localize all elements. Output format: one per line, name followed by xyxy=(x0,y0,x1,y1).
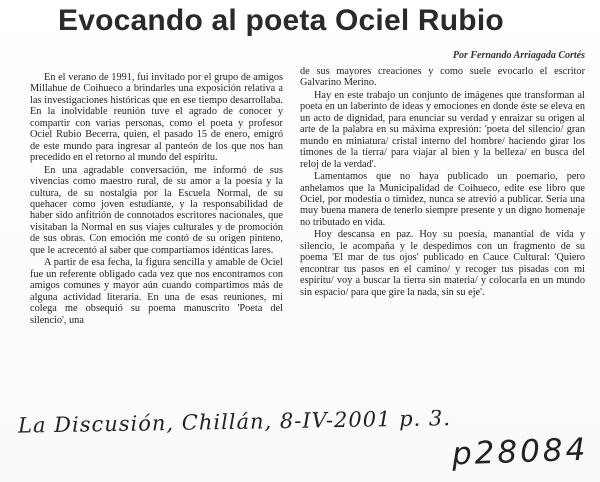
paragraph: En el verano de 1991, fui invitado por el grupo de amigos Millahue de Coihueco a brindarles una exposición relativa a las investigaciones históricas que en ese tiempo desarrollaba. En la inolvidable reunión tuve el agrado de conocer y compartir con varias personas, como el poeta y profesor Ociel Rubio Becerra, quien, el pasado 15 de enero, emigró de este mundo para ingresar al panteón de los que nos han precedido en el retorno al mundo del espíritu. xyxy=(30,72,283,164)
left-column xyxy=(30,72,283,327)
article-title: Evocando al poeta Ociel Rubio xyxy=(58,4,504,37)
paragraph-continuation: de sus mayores creaciones y como suele evocarlo el escritor Galvarino Merino. xyxy=(300,66,585,89)
handwritten-source-note: La Discusión, Chillán, 8-IV-2001 p. 3. xyxy=(17,406,452,438)
handwritten-catalog-number: p28084 xyxy=(451,431,589,473)
paragraph: Hay en este trabajo un conjunto de imágenes que transforman al poeta en un laberinto de ideas y emociones en donde éste se eleva en un acto de dignidad, para enunciar su verdad y enraizar su origen al arte de la palabra en su máxima expresión: 'poeta del silencio/ gran mundo en miniatura/ cristal interno del hombre/ haciendo girar los timones de la tierra/ para viajar al bien y la belleza/ en busca del reloj de la verdad'. xyxy=(300,89,585,170)
paragraph: A partir de esa fecha, la figura sencilla y amable de Ociel fue un referente obligado cada vez que nos encontramos con amigos comunes y mayor aún cuando compartimos más de alguna actividad literaria. En una de esas reuniones, mi colega me obsequió su poema manuscrito 'Poeta del silencio', una xyxy=(30,257,283,326)
paragraph: Hoy descansa en paz. Hoy su poesía, manantial de vida y silencio, le acompaña y le despedimos con un fragmento de su poema 'El mar de tus ojos' publicado en Cauce Cultural: 'Quiero encontrar tus pasos en el camino/ y recoger tus pisadas con mi espíritu/ voy a buscar la tierra sin materia/ y colocarla en un mundo sin espacio/ para que gire la nada, sin su eje'. xyxy=(300,229,585,298)
paragraph: Lamentamos que no haya publicado un poemario, pero anhelamos que la Municipalidad de Coihueco, edite ese libro que Ociel, por modestia o timidez, nunca se atrevió a publicar. Sería una muy buena manera de tenerlo siempre presente y un digno homenaje no tributado en vida. xyxy=(300,171,585,228)
article-byline: Por Fernando Arriagada Cortés xyxy=(452,50,585,61)
paragraph: En una agradable conversación, me informó de sus vivencias como maestro rural, de su amor a la poesía y la cultura, de su nostalgia por la Escuela Normal, de su quehacer como joven estudiante, y la responsabilidad de haber sido anfitrión de connotados escritores nacionales, que visitaban la Normal en sus viajes culturales y de promoción de sus obras. Con emoción me contó de su origen pinteno, que le acrecentó al saber que compartíamos idénticas lares. xyxy=(30,164,283,256)
right-column xyxy=(300,66,585,299)
